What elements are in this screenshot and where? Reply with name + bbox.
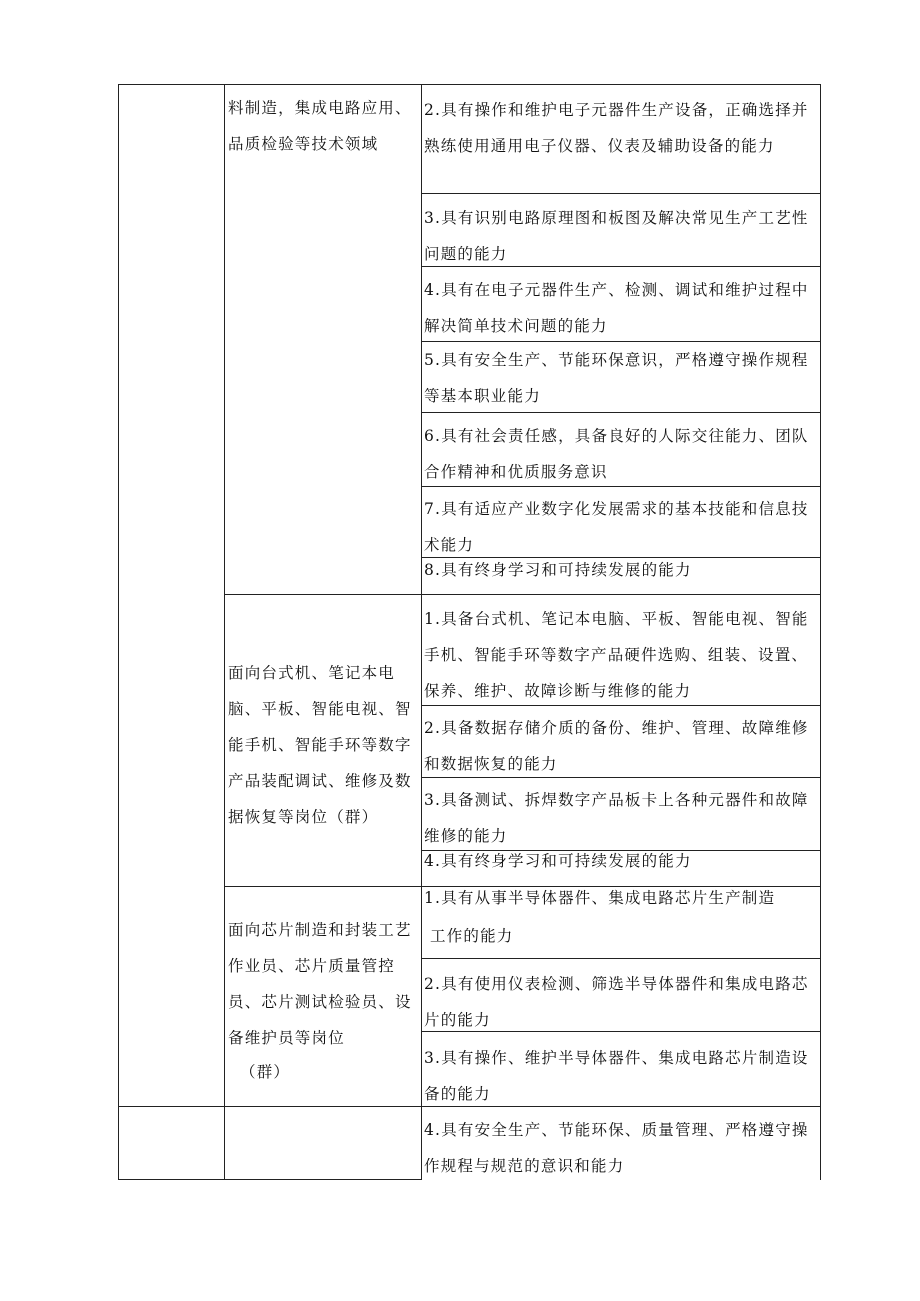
ability-item: 4.具有安全生产、节能环保、质量管理、严格遵守操作规程与规范的意识和能力 xyxy=(424,1121,809,1175)
row-divider xyxy=(224,594,821,595)
post-area-cell: 料制造，集成电路应用、品质检验等技术领域 xyxy=(228,99,412,153)
ability-item: 4.具有终身学习和可持续发展的能力 xyxy=(424,852,692,870)
ability-item: 2.具有操作和维护电子元器件生产设备，正确选择并熟练使用通用电子仪器、仪表及辅助设备的能力 xyxy=(424,101,809,155)
ability-item: 7.具有适应产业数字化发展需求的基本技能和信息技术能力 xyxy=(424,500,809,554)
table-border-bottom-left xyxy=(118,1179,422,1180)
ability-item-continued: 工作的能力 xyxy=(430,927,514,945)
table-border-left xyxy=(118,84,119,1180)
row-divider xyxy=(421,193,821,194)
post-group-cell: 面向台式机、笔记本电脑、平板、智能电视、智能手机、智能手环等数字产品装配调试、维修及数据恢复等岗位（群） xyxy=(228,664,412,826)
post-group-cell: 面向芯片制造和封装工艺作业员、芯片质量管控员、芯片测试检验员、设备维护员等岗位 xyxy=(228,921,412,1047)
ability-item: 3.具有操作、维护半导体器件、集成电路芯片制造设备的能力 xyxy=(424,1049,809,1103)
ability-item: 3.具有识别电路原理图和板图及解决常见生产工艺性问题的能力 xyxy=(424,209,809,263)
ability-item: 6.具有社会责任感，具备良好的人际交往能力、团队合作精神和优质服务意识 xyxy=(424,427,809,481)
ability-item: 8.具有终身学习和可持续发展的能力 xyxy=(424,561,692,579)
ability-item: 3.具备测试、拆焊数字产品板卡上各种元器件和故障维修的能力 xyxy=(424,791,809,845)
ability-item: 1.具备台式机、笔记本电脑、平板、智能电视、智能手机、智能手环等数字产品硬件选购、组装、设置、保养、维护、故障诊断与维修的能力 xyxy=(424,610,809,700)
ability-item: 2.具备数据存储介质的备份、维护、管理、故障维修和数据恢复的能力 xyxy=(424,719,809,773)
row-divider xyxy=(421,958,821,959)
ability-item: 5.具有安全生产、节能环保意识，严格遵守操作规程等基本职业能力 xyxy=(424,351,809,405)
table-border-right xyxy=(820,84,821,1180)
table-border-col2 xyxy=(224,84,225,1180)
ability-item: 4.具有在电子元器件生产、检测、调试和维护过程中解决简单技术问题的能力 xyxy=(424,281,809,335)
table-border-top xyxy=(118,84,821,85)
ability-item: 1.具有从事半导体器件、集成电路芯片生产制造 xyxy=(424,889,776,907)
ability-item: 2.具有使用仪表检测、筛选半导体器件和集成电路芯片的能力 xyxy=(424,975,809,1029)
post-group-suffix: （群） xyxy=(240,1063,291,1081)
